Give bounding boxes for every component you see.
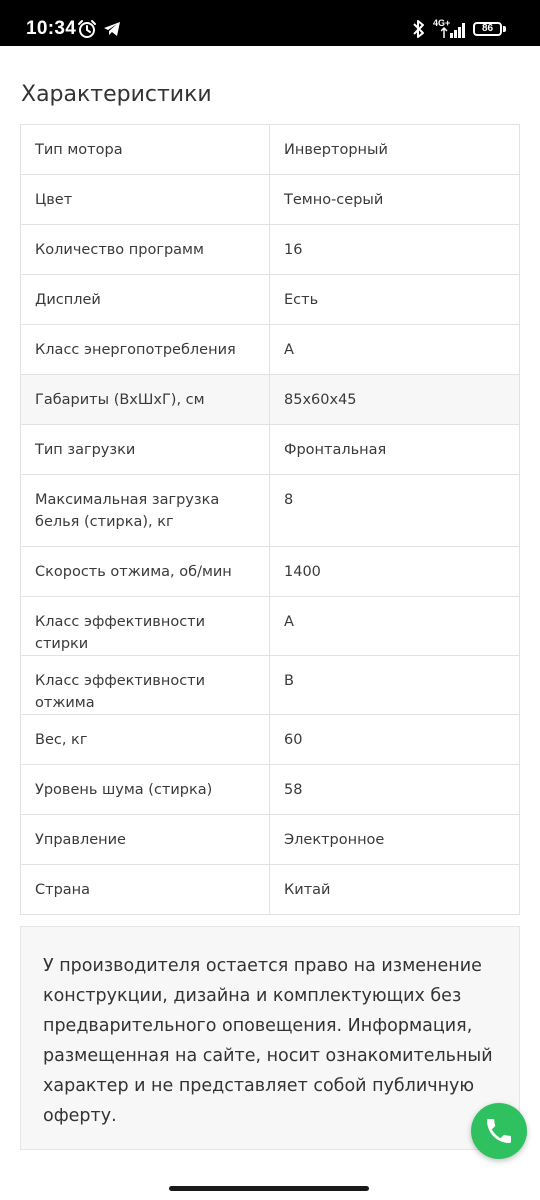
- section-title: Характеристики: [21, 82, 212, 107]
- spec-value: Фронтальная: [270, 425, 520, 475]
- spec-name: Скорость отжима, об/мин: [21, 547, 270, 597]
- table-row: [21, 275, 520, 325]
- spec-name: Цвет: [21, 175, 270, 225]
- table-row: [21, 715, 520, 765]
- spec-name: Класс эффективности отжима: [21, 656, 270, 715]
- spec-name: Уровень шума (стирка): [21, 765, 270, 815]
- spec-value: Китай: [270, 865, 520, 915]
- table-row: [21, 597, 520, 656]
- spec-name: Тип мотора: [21, 125, 270, 175]
- table-row: [21, 547, 520, 597]
- specs-table: [20, 124, 520, 915]
- network-label: 4G+: [433, 18, 451, 28]
- spec-value: Инверторный: [270, 125, 520, 175]
- table-row: [21, 375, 520, 425]
- spec-name: Класс эффективности стирки: [21, 597, 270, 656]
- spec-name: Страна: [21, 865, 270, 915]
- table-row: [21, 815, 520, 865]
- home-indicator[interactable]: [169, 1186, 369, 1191]
- status-time: 10:34: [26, 18, 77, 39]
- table-row: [21, 325, 520, 375]
- battery-level: 86: [481, 23, 494, 34]
- spec-name: Максимальная загрузка белья (стирка), кг: [21, 475, 270, 547]
- table-row: [21, 125, 520, 175]
- table-row: [21, 175, 520, 225]
- bluetooth-icon: [412, 19, 426, 39]
- table-row: [21, 865, 520, 915]
- spec-name: Дисплей: [21, 275, 270, 325]
- spec-name: Класс энергопотребления: [21, 325, 270, 375]
- spec-value: Электронное: [270, 815, 520, 865]
- specs-table-body: [21, 125, 520, 915]
- spec-name: Вес, кг: [21, 715, 270, 765]
- table-row: [21, 475, 520, 547]
- table-row: [21, 765, 520, 815]
- signal-icon: [441, 22, 467, 38]
- table-row: [21, 225, 520, 275]
- status-bar: [0, 0, 540, 46]
- telegram-icon: [103, 21, 121, 37]
- spec-value: 16: [270, 225, 520, 275]
- spec-value: 60: [270, 715, 520, 765]
- spec-value: Темно-серый: [270, 175, 520, 225]
- spec-name: Габариты (ВхШхГ), см: [21, 375, 270, 425]
- table-row: [21, 425, 520, 475]
- spec-value: 58: [270, 765, 520, 815]
- spec-value: 85x60x45: [270, 375, 520, 425]
- call-button[interactable]: [471, 1103, 527, 1159]
- phone-icon: [483, 1115, 515, 1147]
- spec-value: A: [270, 325, 520, 375]
- battery-icon: [473, 22, 502, 36]
- spec-value: B: [270, 656, 520, 715]
- disclaimer-text: У производителя остается право на изменение конструкции, дизайна и комплектующих без предварительного оповещения. Информация, размещенная на сайте, носит ознакомительный характер и не представляет собой публичную оферту.: [43, 956, 493, 1126]
- spec-value: 1400: [270, 547, 520, 597]
- spec-name: Количество программ: [21, 225, 270, 275]
- spec-value: A: [270, 597, 520, 656]
- spec-value: Есть: [270, 275, 520, 325]
- spec-value: 8: [270, 475, 520, 547]
- disclaimer-block: [20, 926, 520, 1150]
- alarm-icon: [77, 19, 97, 39]
- battery-tip: [503, 26, 506, 32]
- table-row: [21, 656, 520, 715]
- spec-name: Управление: [21, 815, 270, 865]
- spec-name: Тип загрузки: [21, 425, 270, 475]
